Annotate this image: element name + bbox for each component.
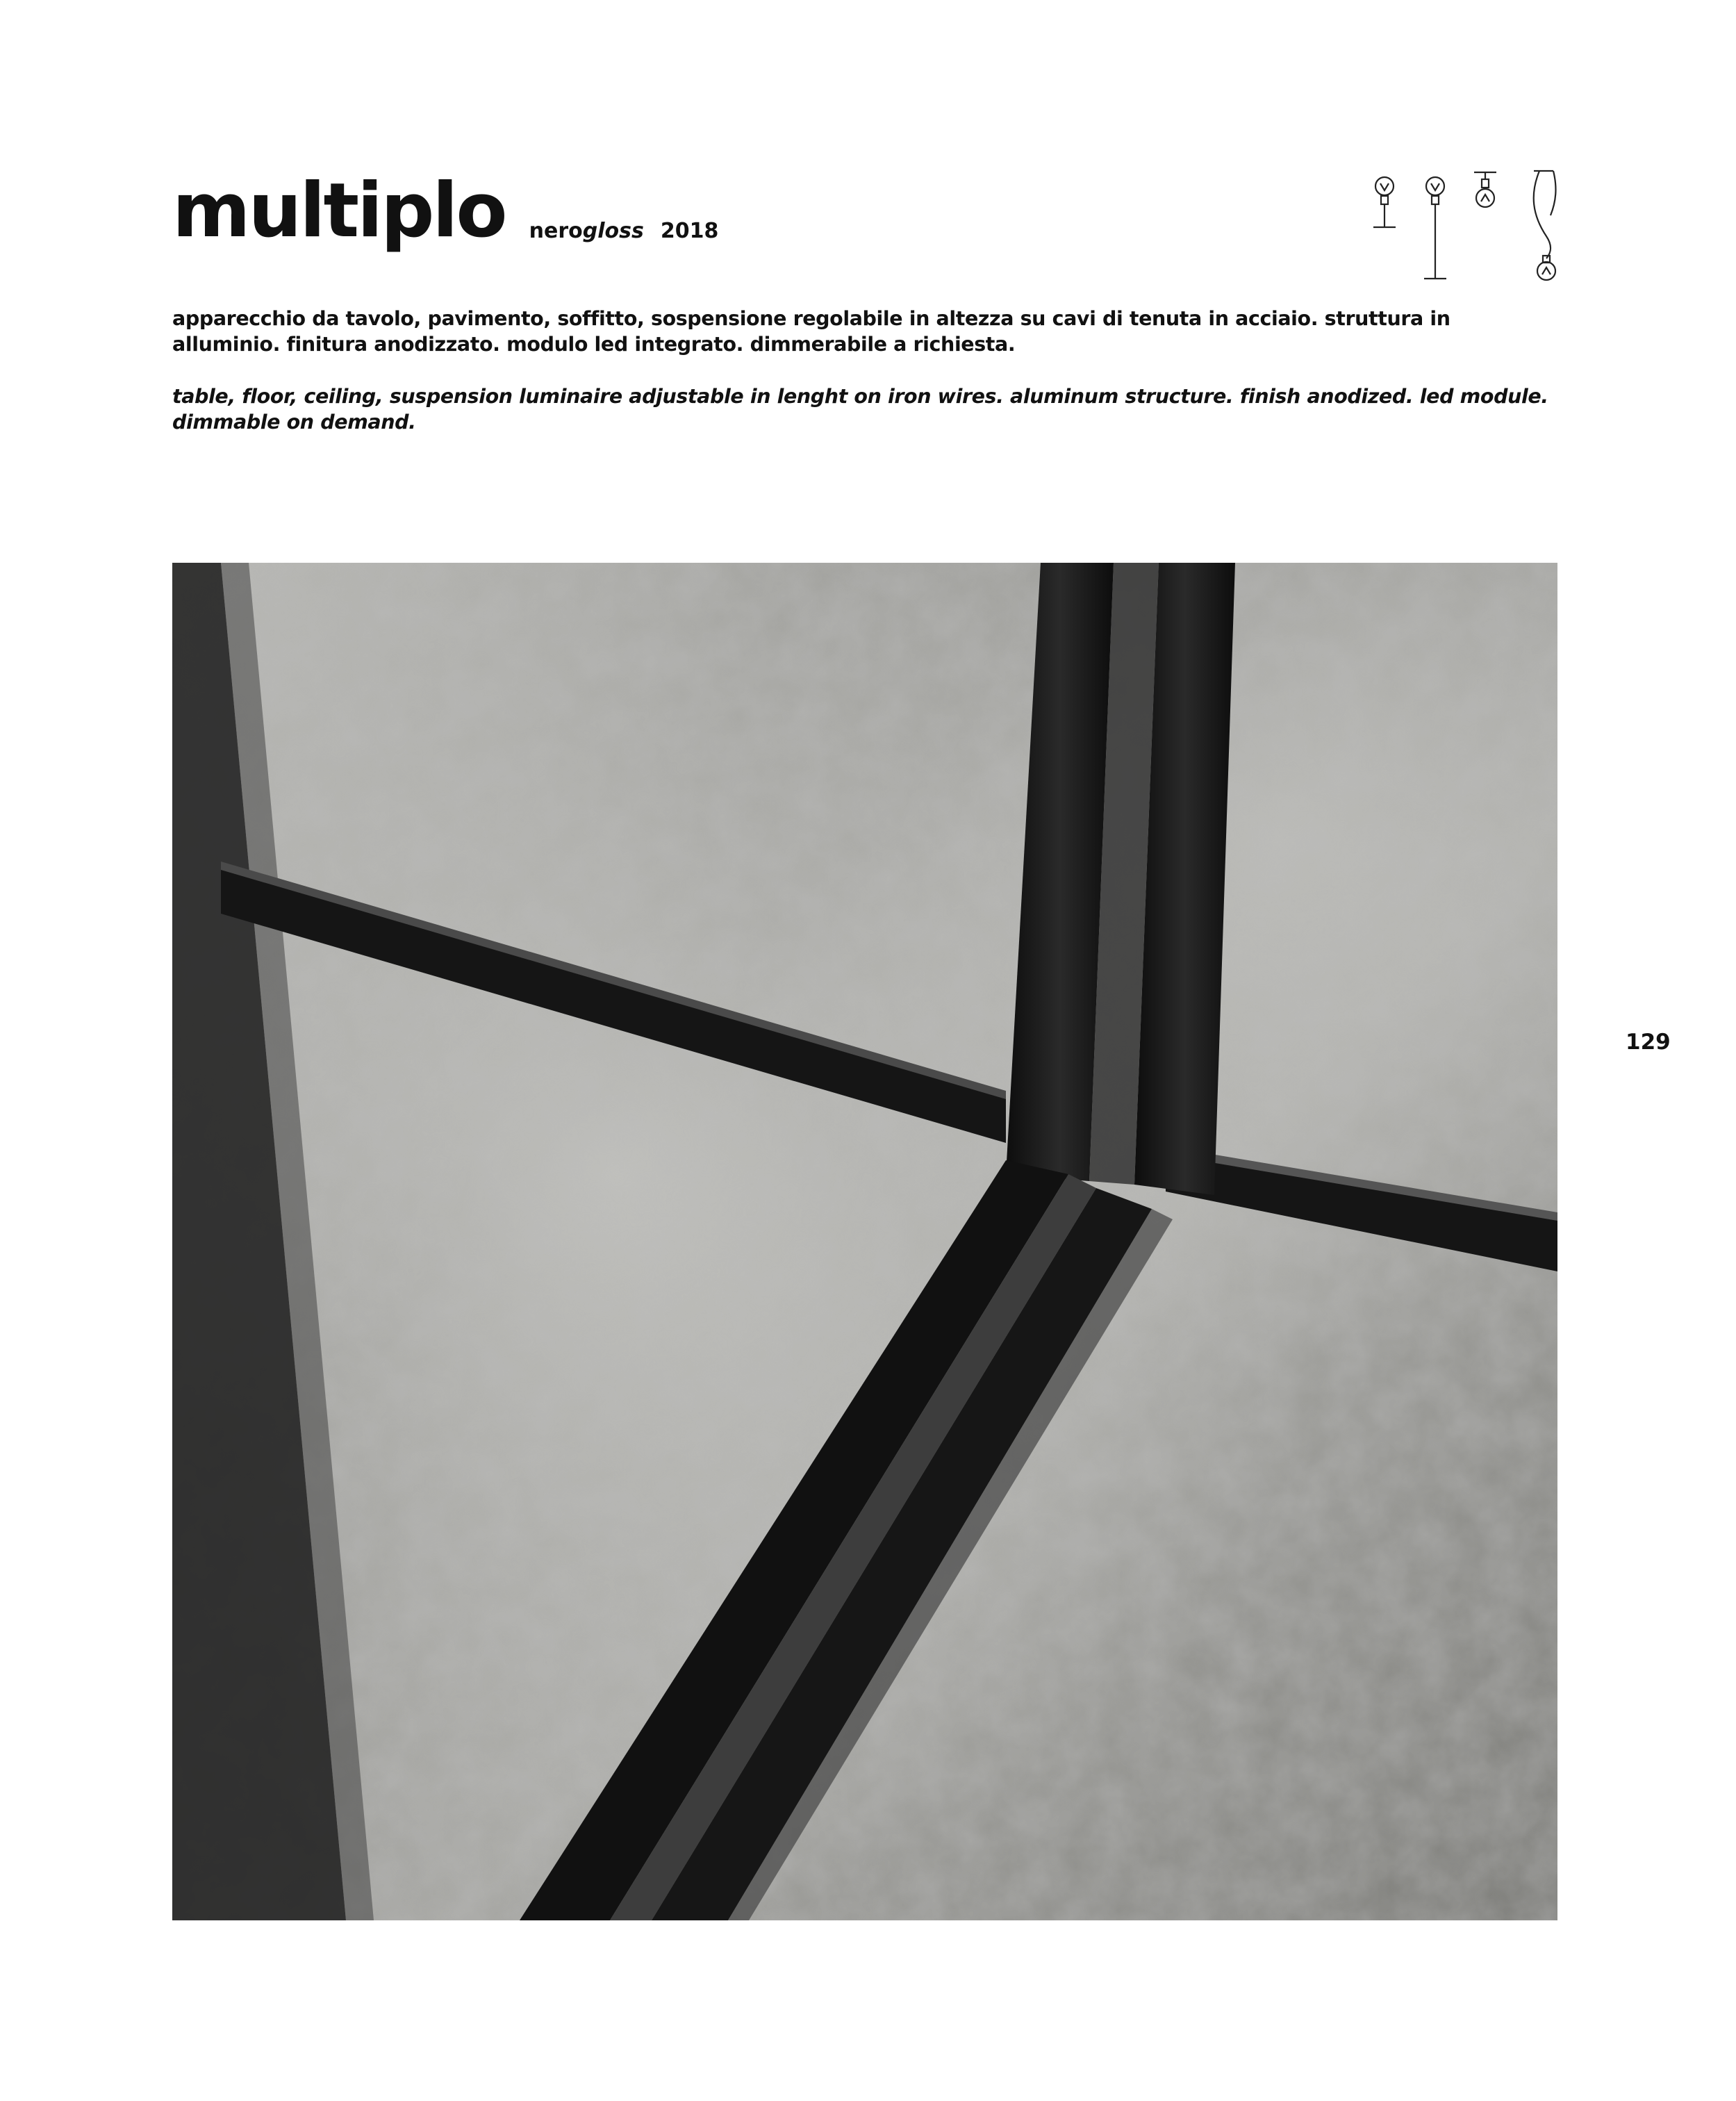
finish-suffix: gloss <box>582 219 644 243</box>
suspension-lamp-icon <box>1534 171 1556 280</box>
product-subtitle <box>529 221 719 242</box>
ceiling-lamp-icon <box>1474 172 1496 207</box>
finish-prefix: nero <box>529 219 583 243</box>
product-photo <box>172 563 1557 1920</box>
floor-lamp-icon <box>1424 177 1446 279</box>
product-name: multiplo <box>172 167 506 254</box>
page-number: 129 <box>1626 1030 1671 1055</box>
table-lamp-icon <box>1373 177 1396 227</box>
title-row <box>172 158 719 254</box>
luminaire-type-icons <box>1369 167 1563 285</box>
product-year: 2018 <box>660 219 719 243</box>
description-english: table, floor, ceiling, suspension luminaire adjustable in lenght on iron wires. aluminum structure. finish anodized. led module. dimmable on demand. <box>172 385 1548 434</box>
description-italian: apparecchio da tavolo, pavimento, soffitto, sospensione regolabile in altezza su cavi di tenuta in acciaio. struttura in alluminio. finitura anodizzato. modulo led integrato. dimmerabile a richiesta. <box>172 307 1450 356</box>
